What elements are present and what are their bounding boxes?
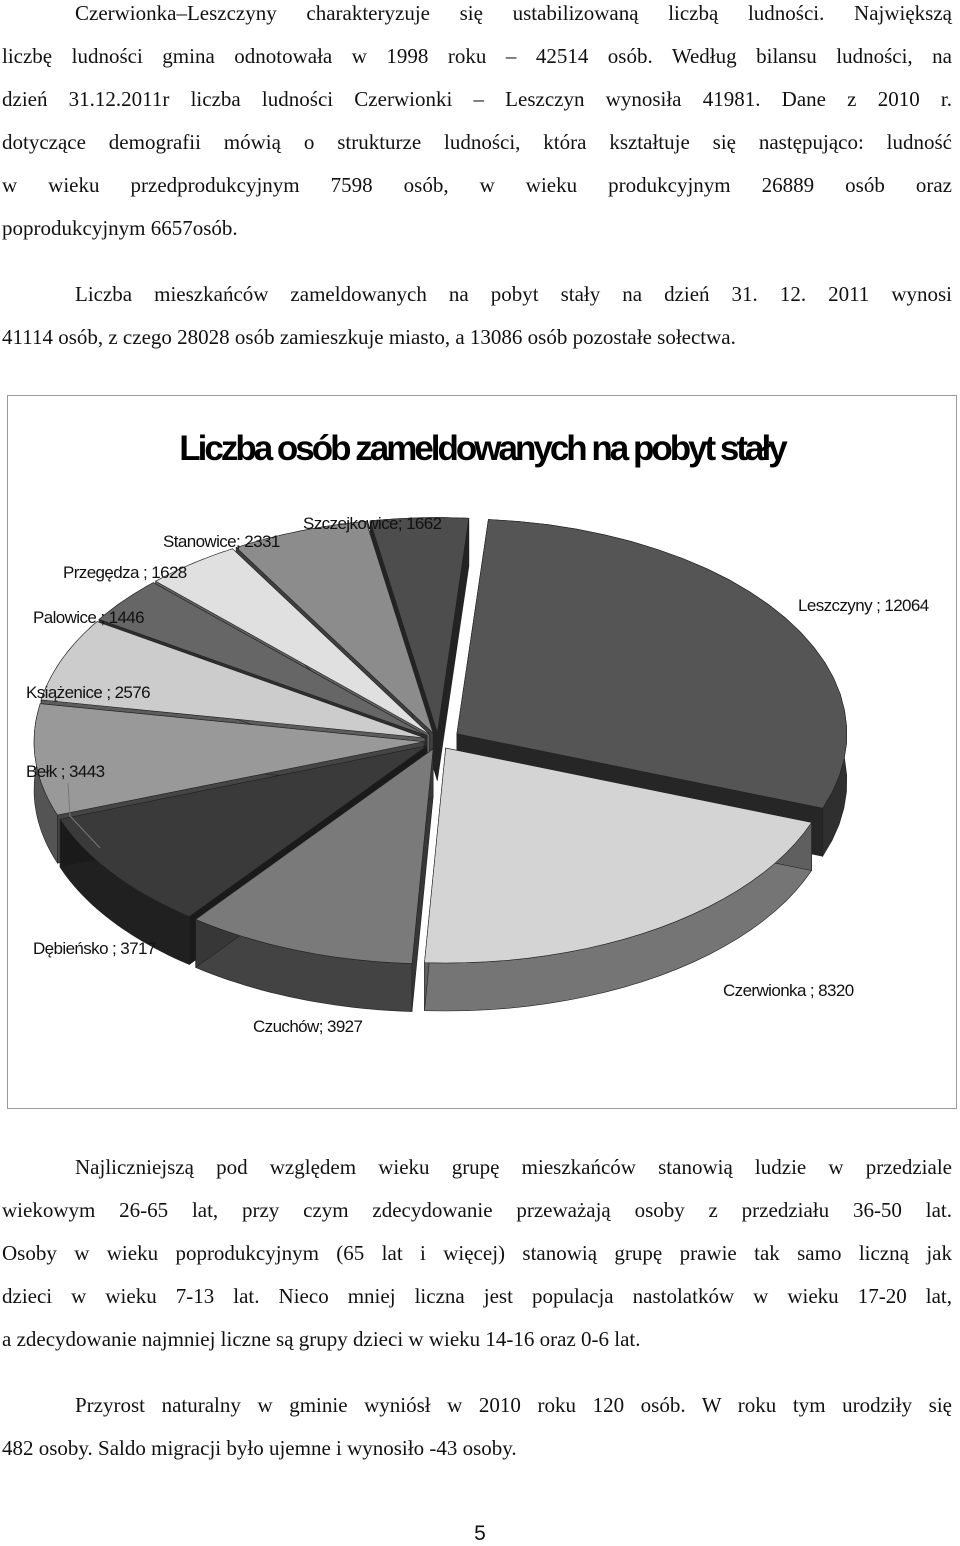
text-line: poprodukcyjnym 6657osób. — [2, 216, 238, 240]
chart-title: Liczba osób zameldowanych na pobyt stały — [179, 429, 785, 468]
text-line: Przyrost naturalny w gminie wyniósł w 2010 roku 120 osób. W roku tym urodziły się — [75, 1393, 952, 1417]
text-line: liczbę ludności gmina odnotowała w 1998 roku – 42514 osób. Według bilansu ludności, na — [2, 44, 952, 68]
text-line: Liczba mieszkańców zameldowanych na pobyt stały na dzień 31. 12. 2011 wynosi — [75, 282, 952, 306]
slice-label-palowice: Palowice ; 1446 — [33, 608, 145, 627]
text-line: dzień 31.12.2011r liczba ludności Czerwionki – Leszczyn wynosiła 41981. Dane z 2010 r. — [2, 87, 952, 111]
paragraph-population-intro — [2, 0, 952, 250]
page-number: 5 — [474, 1522, 486, 1545]
paragraph-natural-growth — [2, 1384, 952, 1470]
slice-label-stanowice: Stanowice; 2331 — [163, 532, 280, 551]
pie-chart-registered-residents — [7, 395, 957, 1109]
slice-label-bełk: Bełk ; 3443 — [26, 762, 105, 781]
text-line: w wieku przedprodukcyjnym 7598 osób, w wieku produkcyjnym 26889 osób oraz — [2, 173, 952, 197]
slice-label-czerwionka: Czerwionka ; 8320 — [723, 981, 854, 1000]
paragraph-age-structure — [2, 1146, 952, 1361]
slice-label-czuchów: Czuchów; 3927 — [253, 1017, 363, 1036]
text-line: wiekowym 26-65 lat, przy czym zdecydowanie przeważają osoby z przedziału 36-50 lat. — [2, 1198, 952, 1222]
slice-label-leszczyny: Leszczyny ; 12064 — [798, 596, 929, 615]
text-line: dotyczące demografii mówią o strukturze ludności, która kształtuje się następująco: ludność — [2, 130, 952, 154]
slice-label-przegędza: Przegędza ; 1628 — [63, 563, 187, 582]
paragraph-registered-residents — [2, 273, 952, 359]
text-line: dzieci w wieku 7-13 lat. Nieco mniej liczna jest populacja nastolatków w wieku 17-20 lat, — [2, 1284, 952, 1308]
text-line: a zdecydowanie najmniej liczne są grupy dzieci w wieku 14-16 oraz 0-6 lat. — [2, 1327, 641, 1351]
text-line: Czerwionka–Leszczyny charakteryzuje się ustabilizowaną liczbą ludności. Największą — [75, 1, 952, 25]
pie-chart-svg — [8, 396, 956, 1108]
slice-label-książenice: Książenice ; 2576 — [26, 683, 150, 702]
text-line: 41114 osób, z czego 28028 osób zamieszkuje miasto, a 13086 osób pozostałe sołectwa. — [2, 325, 736, 349]
slice-label-szczejkowice: Szczejkowice; 1662 — [303, 514, 442, 533]
slice-label-dębieńsko: Dębieńsko ; 3717 — [33, 939, 156, 958]
text-line: Najliczniejszą pod względem wieku grupę mieszkańców stanowią ludzie w przedziale — [75, 1155, 952, 1179]
text-line: 482 osoby. Saldo migracji było ujemne i wynosiło -43 osoby. — [2, 1436, 517, 1460]
text-line: Osoby w wieku poprodukcyjnym (65 lat i więcej) stanowią grupę prawie tak samo liczną jak — [2, 1241, 952, 1265]
